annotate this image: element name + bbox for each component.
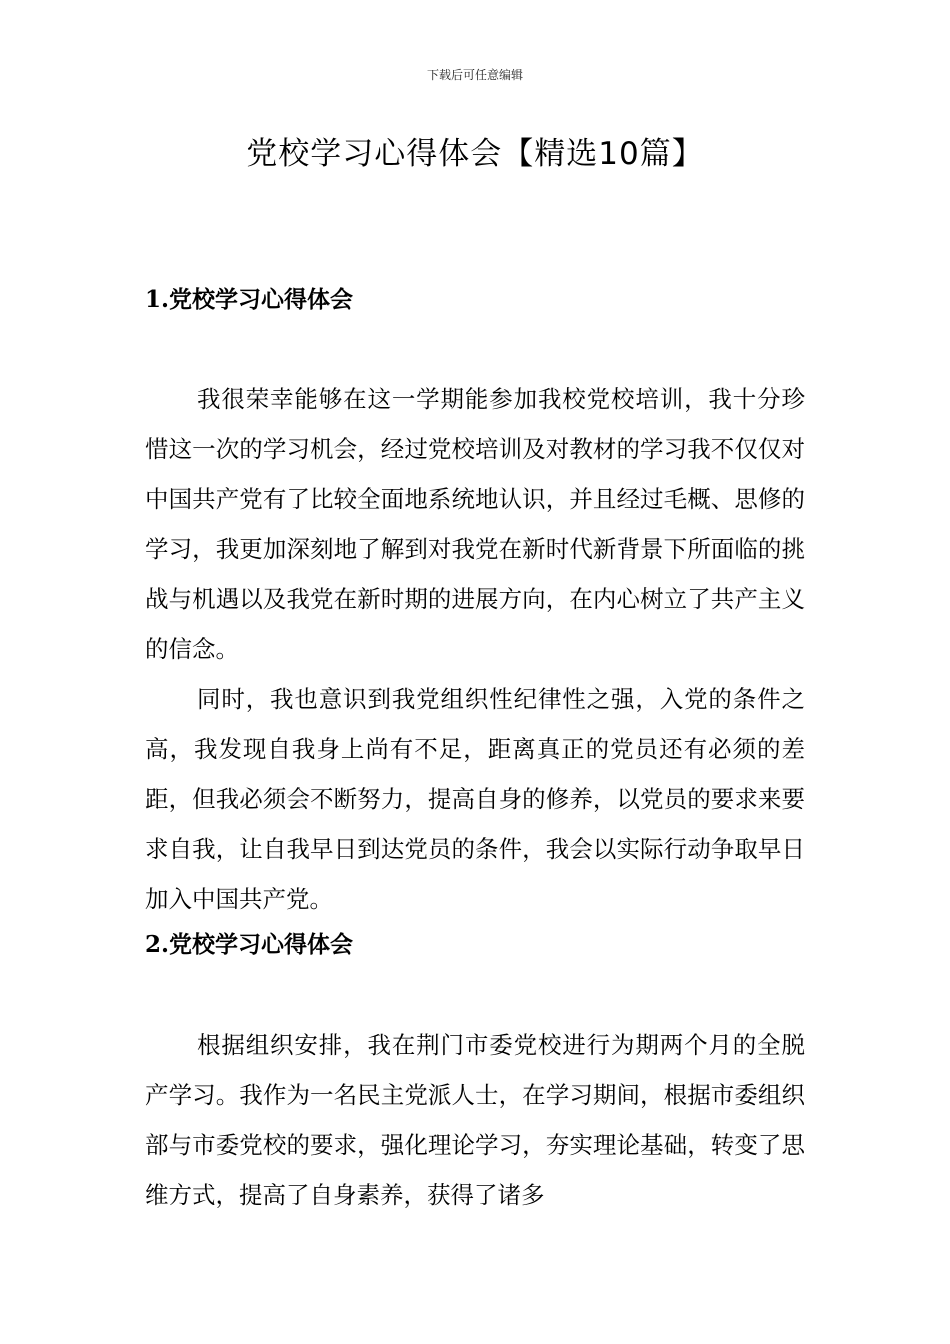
document-title: 党校学习心得体会【精选10篇】 bbox=[246, 136, 704, 172]
section-2-paragraph-1: 根据组织安排，我在荆门市委党校进行为期两个月的全脱产学习。我作为一名民主党派人士，在学习期间，根据市委组织部与市委党校的要求，强化理论学习，夯实理论基础，转变了思维方式，提高了自身素养，获得了诸多 bbox=[145, 1031, 805, 1209]
section-1-paragraph-2: 同时，我也意识到我党组织性纪律性之强，入党的条件之高，我发现自我身上尚有不足，距离真正的党员还有必须的差距，但我必须会不断努力，提高自身的修养，以党员的要求来要求自我，让自我早日到达党员的条件，我会以实际行动争取早日加入中国共产党。 bbox=[145, 685, 805, 913]
header-note: 下载后可任意编辑 bbox=[426, 68, 523, 82]
section-heading-2: 2.党校学习心得体会 bbox=[145, 931, 354, 958]
section-heading-1: 1.党校学习心得体会 bbox=[145, 286, 354, 313]
section-1-paragraph-1: 我很荣幸能够在这一学期能参加我校党校培训，我十分珍惜这一次的学习机会，经过党校培训及对教材的学习我不仅仅对中国共产党有了比较全面地系统地认识，并且经过毛概、思修的学习，我更加深刻地了解到对我党在新时代新背景下所面临的挑战与机遇以及我党在新时期的进展方向，在内心树立了共产主义的信念。 bbox=[145, 385, 805, 663]
